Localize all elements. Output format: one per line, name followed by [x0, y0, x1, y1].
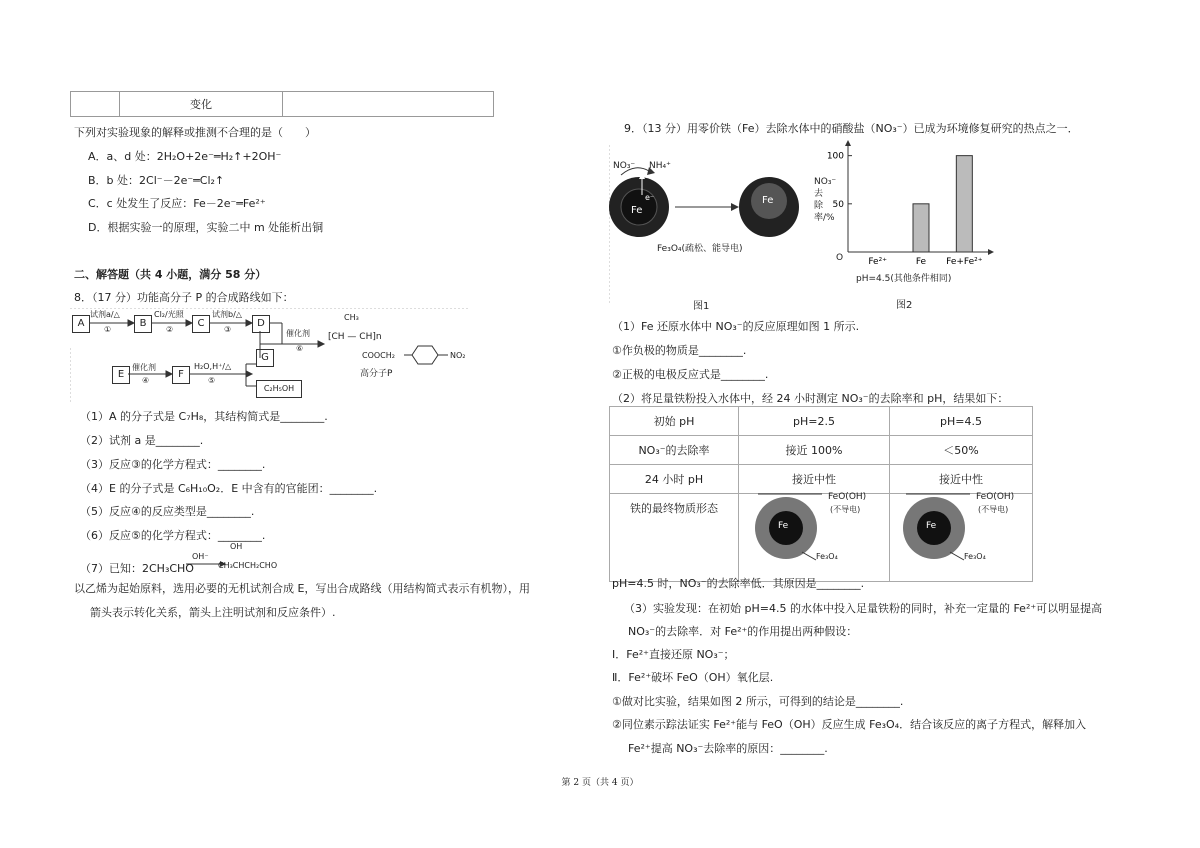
x-tick-label: Fe²⁺ — [868, 257, 887, 267]
step-1: ① — [104, 325, 112, 334]
compound-e: E — [112, 366, 130, 384]
particle-feooh: FeO(OH) — [976, 492, 1015, 502]
q7-option-a: A．a、d 处：2H₂O+2e⁻═H₂↑+2OH⁻ — [88, 150, 282, 163]
q9-header: 9．（13 分）用零价铁（Fe）去除水体中的硝酸盐（NO₃⁻）已成为环境修复研究的热点之一． — [624, 122, 1079, 135]
fig1-fe: Fe — [631, 205, 643, 216]
q9-c2a: ②同位素示踪法证实 Fe²⁺能与 FeO（OH）反应生成 Fe₃O₄．结合该反应的离子方程式，解释加入 — [612, 718, 1087, 731]
q9-p2: （2）将足量铁粉投入水体中，经 24 小时测定 NO₃⁻的去除率和 pH，结果如下： — [612, 392, 1009, 405]
q7-option-d: D．根据实验一的原理，实验二中 m 处能析出铜 — [88, 221, 324, 234]
table-cell: 初始 pH — [610, 407, 739, 436]
polymer-no2: NO₂ — [450, 351, 466, 360]
table-cell — [283, 92, 494, 117]
table-cell: 24 小时 pH — [610, 465, 739, 494]
table-row — [610, 407, 1033, 436]
reagent-5: H₂O,H⁺/△ — [194, 362, 232, 371]
compound-b: B — [134, 315, 152, 333]
particle-fe: Fe — [778, 521, 789, 531]
q8-sub-6: （6）反应⑤的化学方程式：________. — [80, 529, 266, 542]
q8-sub-7: （7）已知：2CH₃CHO — [80, 562, 194, 575]
reagent-3: 试剂b/△ — [212, 310, 242, 319]
table-cell: ＜50% — [890, 436, 1033, 465]
benzene-ring-icon — [404, 344, 450, 368]
y-tick-label: 100 — [826, 151, 844, 162]
table-cell: 接近中性 — [739, 465, 890, 494]
fig1-label: 图1 — [693, 301, 710, 312]
y-axis-arrow-icon — [845, 140, 851, 146]
table-row — [610, 436, 1033, 465]
bar — [956, 156, 972, 252]
q8-sub-1: （1）A 的分子式是 C₇H₈，其结构简式是________. — [80, 410, 328, 423]
reagent-4: 催化剂 — [132, 363, 156, 372]
polymer-chain: [CH — CH]n — [328, 332, 382, 342]
particle-ph25 — [752, 492, 882, 566]
table-cell: 变化 — [120, 92, 283, 117]
step-6: ⑥ — [296, 344, 304, 353]
fig1-drawing — [609, 145, 824, 310]
q7-prompt: 下列对实验现象的解释或推测不合理的是（ ） — [74, 126, 316, 139]
top-table — [70, 91, 494, 117]
particle-fe3o4: Fe₃O₄ — [964, 552, 986, 561]
step-5: ⑤ — [208, 376, 216, 385]
q9-h1: Ⅰ．Fe²⁺直接还原 NO₃⁻； — [612, 648, 735, 661]
q8-sub-7-product: CH₃CHCH₂CHO — [218, 561, 278, 570]
x-tick-label: Fe+Fe²⁺ — [946, 257, 983, 267]
compound-c: C — [192, 315, 210, 333]
q8-header: 8．（17 分）功能高分子 P 的合成路线如下： — [74, 291, 294, 304]
q9-p3b: NO₃⁻的去除率．对 Fe²⁺的作用提出两种假设： — [628, 625, 858, 638]
q8-sub-7-line3: 箭头表示转化关系，箭头上注明试剂和反应条件）. — [90, 606, 336, 619]
step-2: ② — [166, 325, 174, 334]
reagent-1: 试剂a/△ — [90, 310, 120, 319]
particle-feooh: FeO(OH) — [828, 492, 867, 502]
bar — [913, 204, 929, 252]
q8-sub-5: （5）反应④的反应类型是________. — [80, 505, 255, 518]
particle-fe3o4: Fe₃O₄ — [816, 552, 838, 561]
fig2-ylabel: NO₃⁻去除率/% — [814, 177, 837, 223]
fig2-note: pH=4.5(其他条件相同) — [856, 274, 952, 284]
q9-c1: ①做对比实验，结果如图 2 所示，可得到的结论是________. — [612, 695, 904, 708]
step-4: ④ — [142, 376, 150, 385]
reagent-2: Cl₂/光照 — [154, 310, 184, 319]
table-cell: pH=2.5 — [739, 407, 890, 436]
q7-option-b: B．b 处：2Cl⁻－2e⁻═Cl₂↑ — [88, 174, 225, 187]
ethanol-box: C₂H₅OH — [256, 380, 302, 398]
fig1-electron: e⁻ — [645, 193, 655, 202]
particle-nonconduct: (不导电) — [830, 505, 861, 514]
y-tick-label: 50 — [832, 199, 844, 210]
fig1-no3: NO₃⁻ — [613, 161, 636, 171]
fig1-caption: Fe₃O₄(疏松、能导电) — [657, 244, 743, 254]
particle-ph45 — [900, 492, 1030, 566]
polymer-ester: COOCH₂ — [362, 351, 395, 360]
reagent-6: 催化剂 — [286, 329, 310, 338]
table-cell — [71, 92, 120, 117]
q9-h2: Ⅱ．Fe²⁺破坏 FeO（OH）氧化层. — [612, 671, 774, 684]
q8-sub-7-cond: OH⁻ — [192, 552, 209, 561]
compound-f: F — [172, 366, 190, 384]
q8-sub-4: （4）E 的分子式是 C₆H₁₀O₂．E 中含有的官能团：________. — [80, 482, 378, 495]
section-title: 二、解答题（共 4 小题，满分 58 分） — [74, 268, 267, 281]
table-cell: NO₃⁻的去除率 — [610, 436, 739, 465]
x-axis-arrow-icon — [988, 249, 994, 255]
table-cell: 接近 100% — [739, 436, 890, 465]
table-cell: 铁的最终物质形态 — [610, 494, 739, 582]
table-cell: 接近中性 — [890, 465, 1033, 494]
table-cell: pH=4.5 — [890, 407, 1033, 436]
compound-d: D — [252, 315, 270, 333]
fig2-label: 图2 — [896, 300, 913, 311]
q8-sub-7-oh: OH — [230, 542, 243, 551]
fig2-origin: O — [836, 253, 844, 263]
fig1-fe-right: Fe — [762, 195, 774, 206]
q9-p1: （1）Fe 还原水体中 NO₃⁻的反应原理如图 1 所示. — [612, 320, 860, 333]
q9-p1a: ①作负极的物质是________. — [612, 344, 747, 357]
table-row — [610, 465, 1033, 494]
q8-sub-7-line2: 以乙烯为起始原料，选用必要的无机试剂合成 E，写出合成路线（用结构简式表示有机物），用 — [74, 582, 530, 595]
q9-p3a: （3）实验发现：在初始 pH=4.5 的水体中投入足量铁粉的同时，补充一定量的 Fe²⁺可以明显提高 — [624, 602, 1103, 615]
particle-fe: Fe — [926, 521, 937, 531]
compound-a: A — [72, 315, 90, 333]
fig2-chart — [812, 140, 1002, 290]
page-footer: 第 2 页（共 4 页） — [561, 778, 639, 788]
polymer-ch3: CH₃ — [344, 313, 359, 322]
compound-g: G — [256, 349, 274, 367]
synthesis-diagram — [70, 308, 490, 404]
q8-sub-3: （3）反应③的化学方程式：________. — [80, 458, 266, 471]
q9-p1b: ②正极的电极反应式是________. — [612, 368, 769, 381]
fig1-nh4: NH₄⁺ — [649, 161, 671, 171]
q9-p2b: pH=4.5 时，NO₃⁻的去除率低．其原因是________. — [612, 577, 865, 590]
figure-1 — [609, 145, 824, 310]
q8-sub-2: （2）试剂 a 是________. — [80, 434, 204, 447]
polymer-name: 高分子P — [360, 369, 393, 379]
figure-2 — [812, 140, 1002, 310]
q9-c2b: Fe²⁺提高 NO₃⁻去除率的原因：________. — [628, 742, 828, 755]
step-3: ③ — [224, 325, 232, 334]
q7-option-c: C．c 处发生了反应：Fe－2e⁻═Fe²⁺ — [88, 197, 266, 210]
x-tick-label: Fe — [915, 257, 927, 267]
particle-nonconduct: (不导电) — [978, 505, 1009, 514]
